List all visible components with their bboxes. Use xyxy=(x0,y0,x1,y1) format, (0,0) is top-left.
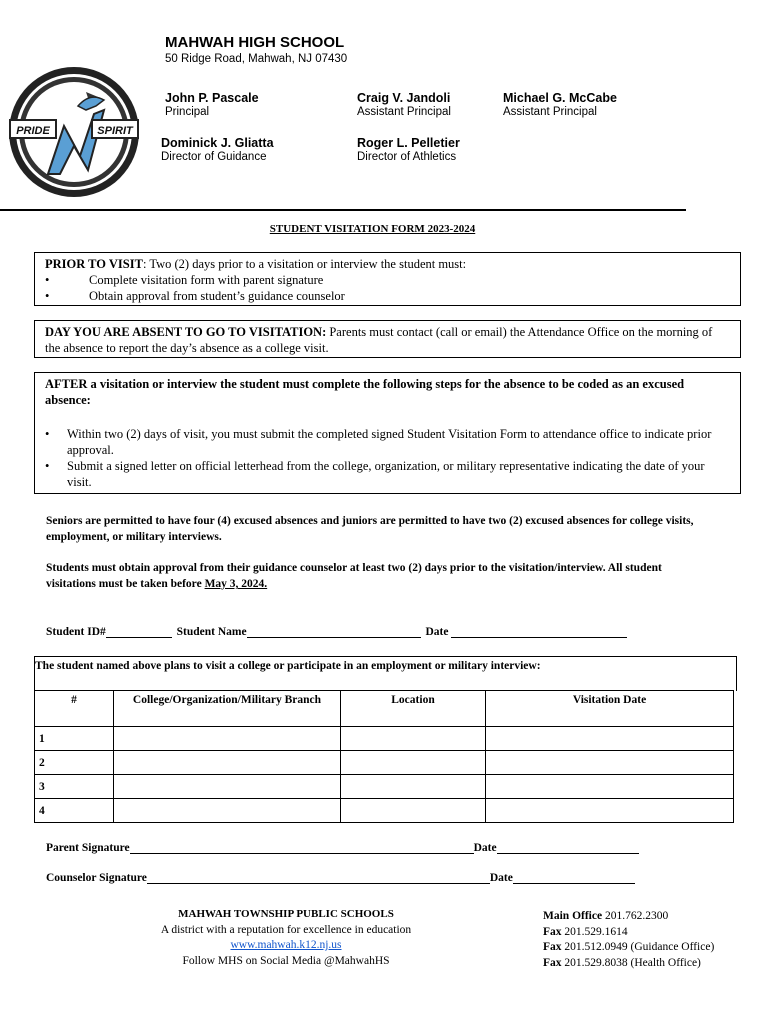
absent-text: Parents must contact (call or email) the Attendance Office on the morning of the absence to report the day’s absence as a college visit. xyxy=(45,325,713,355)
parent-signature-label: Parent Signature xyxy=(46,842,130,854)
location-cell[interactable] xyxy=(341,799,486,823)
student-id-field[interactable] xyxy=(106,637,172,638)
student-name-field[interactable] xyxy=(247,637,421,638)
location-cell[interactable] xyxy=(341,775,486,799)
parent-date-field[interactable] xyxy=(497,853,639,854)
social-media: Follow MHS on Social Media @MahwahHS xyxy=(182,954,390,967)
after-bullet-2: Submit a signed letter on official letterhead from the college, organization, or military representative indicating the date of your visit. xyxy=(67,459,705,489)
counselor-signature-field[interactable] xyxy=(147,883,490,884)
college-cell[interactable] xyxy=(114,727,341,751)
visitation-table xyxy=(34,690,734,823)
row-number: 1 xyxy=(35,727,114,751)
school-name: MAHWAH HIGH SCHOOL xyxy=(165,34,345,51)
contact-fax-guidance: Fax 201.512.0949 (Guidance Office) xyxy=(543,941,715,953)
visit-date-cell[interactable] xyxy=(486,751,734,775)
header-visit-date: Visitation Date xyxy=(486,691,734,727)
approval-note: Students must obtain approval from their guidance counselor at least two (2) days prior to the visitation/interview. All student visitations must be taken before May 3, 2024. xyxy=(46,562,662,590)
after-visit-box: AFTER a visitation or interview the student must complete the following steps for the absence to be coded as an excused absence: • Within two (2) days of visit, you must submit the completed signed Student Visitation Form to attendance office to indicate prior approval. • Submit a signed letter on official letterhead from the college, organization, or military representative indicating the date of your visit. xyxy=(34,372,741,494)
row-number: 2 xyxy=(35,751,114,775)
prior-label: PRIOR TO VISIT xyxy=(45,257,143,271)
location-cell[interactable] xyxy=(341,751,486,775)
staff-title-ap1: Assistant Principal xyxy=(357,106,451,118)
header-divider xyxy=(0,209,686,211)
prior-text: : Two (2) days prior to a visitation or interview the student must: xyxy=(142,257,467,271)
row-number: 3 xyxy=(35,775,114,799)
contact-fax-health: Fax 201.529.8038 (Health Office) xyxy=(543,956,701,969)
contact-info xyxy=(543,909,768,971)
contact-fax: Fax 201.529.1614 xyxy=(543,925,628,938)
parent-signature-field[interactable] xyxy=(130,853,474,854)
contact-main-office: Main Office 201.762.2300 xyxy=(543,910,669,922)
counselor-signature-row xyxy=(46,872,635,884)
college-cell[interactable] xyxy=(114,799,341,823)
logo-left-text: PRIDE xyxy=(16,125,50,137)
header-location: Location xyxy=(341,691,486,727)
prior-bullet-2: Obtain approval from student’s guidance counselor xyxy=(89,289,345,303)
counselor-date-label: Date xyxy=(489,872,513,884)
college-cell[interactable] xyxy=(114,751,341,775)
date-label: Date xyxy=(425,626,449,638)
school-logo xyxy=(8,66,140,198)
table-row xyxy=(35,799,734,823)
after-bullet-1: Within two (2) days of visit, you must submit the completed signed Student Visitation Form to attendance office to indicate prior approval. xyxy=(67,427,712,457)
student-id-label: Student ID# xyxy=(46,626,106,638)
prior-to-visit-box: PRIOR TO VISIT: Two (2) days prior to a visitation or interview the student must: • Complete visitation form with parent signature • Obtain approval from student’s guidance counselor xyxy=(34,252,741,306)
school-address: 50 Ridge Road, Mahwah, NJ 07430 xyxy=(165,53,348,65)
district-info xyxy=(120,907,452,969)
district-name: MAHWAH TOWNSHIP PUBLIC SCHOOLS xyxy=(178,908,394,920)
staff-name-guidance: Dominick J. Gliatta xyxy=(161,136,274,150)
staff-title-ap2: Assistant Principal xyxy=(503,106,597,118)
absent-label: DAY YOU ARE ABSENT TO GO TO VISITATION: xyxy=(45,325,327,339)
table-caption: The student named above plans to visit a college or participate in an employment or military interview: xyxy=(34,656,737,691)
counselor-date-field[interactable] xyxy=(513,883,635,884)
staff-name-principal: John P. Pascale xyxy=(165,91,259,105)
staff-title-guidance: Director of Guidance xyxy=(161,151,267,163)
staff-title-athletics: Director of Athletics xyxy=(357,151,457,163)
staff-name-ap1: Craig V. Jandoli xyxy=(357,91,451,105)
deadline-date: May 3, 2024. xyxy=(204,578,268,590)
absent-day-box xyxy=(34,320,741,358)
staff-name-ap2: Michael G. McCabe xyxy=(503,91,617,105)
district-tagline: A district with a reputation for excellence in education xyxy=(160,923,412,936)
counselor-signature-label: Counselor Signature xyxy=(46,872,147,884)
website-link[interactable]: www.mahwah.k12.nj.us xyxy=(230,939,342,951)
student-fields xyxy=(46,626,627,638)
parent-signature-row xyxy=(46,842,639,854)
table-row xyxy=(35,727,734,751)
visit-date-cell[interactable] xyxy=(486,799,734,823)
table-row xyxy=(35,751,734,775)
prior-bullet-1: Complete visitation form with parent signature xyxy=(89,273,324,287)
after-heading: AFTER a visitation or interview the student must complete the following steps for the absence to be coded as an excused absence: xyxy=(45,377,685,407)
visit-date-cell[interactable] xyxy=(486,775,734,799)
header-college: College/Organization/Military Branch xyxy=(114,691,341,727)
college-cell[interactable] xyxy=(114,775,341,799)
parent-date-label: Date xyxy=(473,842,497,854)
table-row xyxy=(35,775,734,799)
logo-right-text: SPIRIT xyxy=(97,125,133,137)
form-title: STUDENT VISITATION FORM 2023-2024 xyxy=(269,223,476,235)
header-number: # xyxy=(35,691,114,727)
row-number: 4 xyxy=(35,799,114,823)
date-field[interactable] xyxy=(451,637,627,638)
excused-absence-note: Seniors are permitted to have four (4) excused absences and juniors are permitted to have two (2) excused absences for college visits, employment, or military interviews. xyxy=(46,515,694,543)
staff-name-athletics: Roger L. Pelletier xyxy=(357,136,460,150)
location-cell[interactable] xyxy=(341,727,486,751)
student-name-label: Student Name xyxy=(176,626,247,638)
staff-title-principal: Principal xyxy=(165,106,210,118)
visit-date-cell[interactable] xyxy=(486,727,734,751)
